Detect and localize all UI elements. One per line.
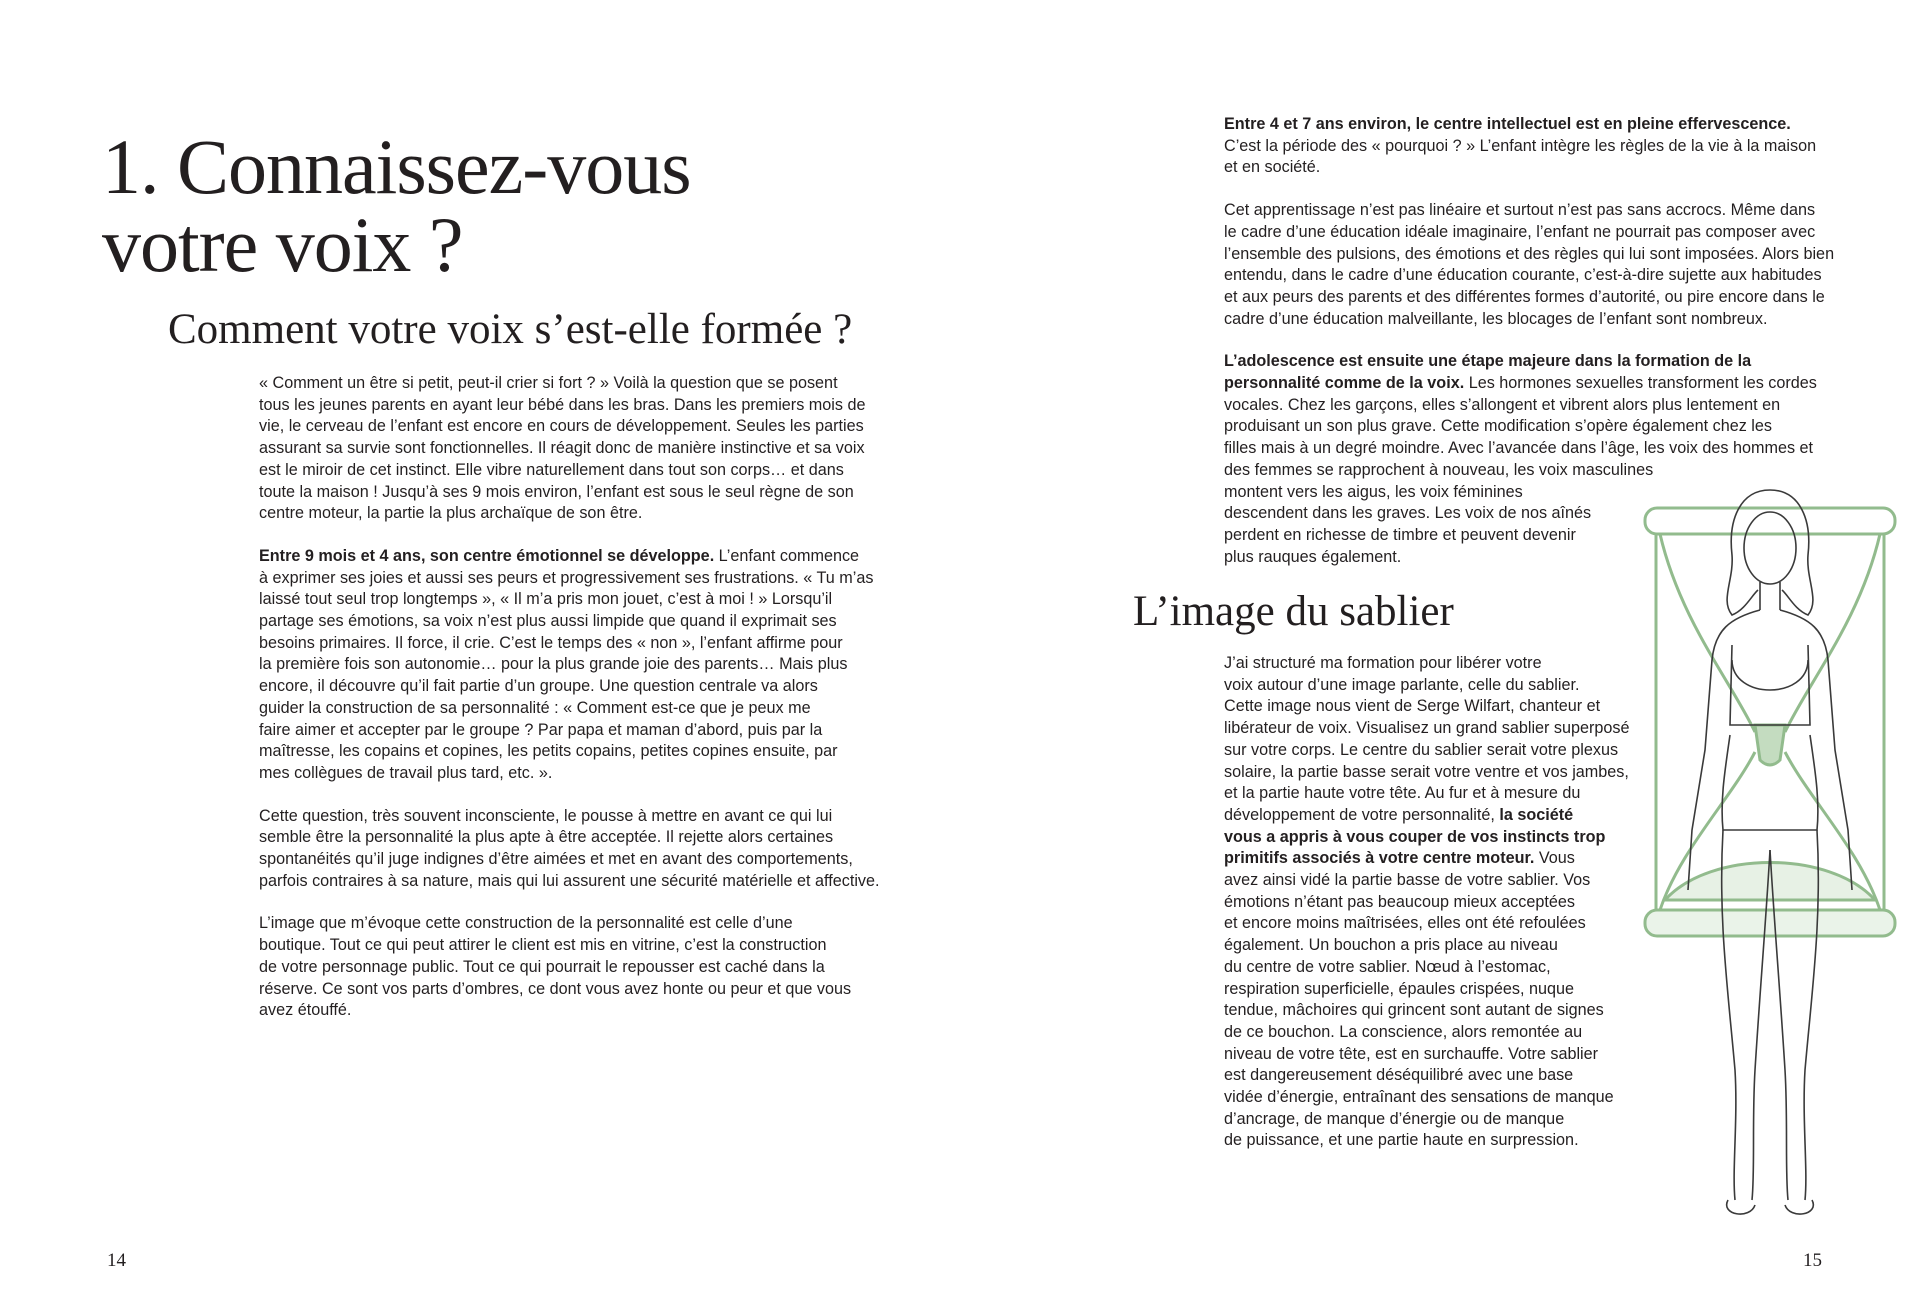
body-column <box>259 373 880 1043</box>
chapter-title-line: 1. Connaissez-vous <box>102 123 691 210</box>
emphasis: Entre 4 et 7 ans environ, le centre intellectuel est en pleine effervescence. <box>1224 115 1791 133</box>
text-line: réserve. Ce sont vos parts d’ombres, ce dont vous avez honte ou peur et que vous <box>259 979 852 998</box>
text-line: parfois contraires à sa nature, mais qui lui assurent une sécurité matérielle et affective. <box>259 871 880 890</box>
hourglass-overlay <box>1645 508 1895 936</box>
text-line: la première fois son autonomie… pour la plus grande joie des parents… Mais plus <box>259 655 848 674</box>
text-line: montent vers les aigus, les voix féminines <box>1224 482 1523 501</box>
text-line <box>259 546 869 568</box>
text-line: avez ainsi vidé la partie basse de votre sablier. Vos <box>1224 871 1591 890</box>
section-title: Comment votre voix s’est-elle formée ? <box>168 306 853 353</box>
text-line: et aux peurs des parents et des différentes formes d’autorité, ou pire encore dans le <box>1224 287 1825 306</box>
text-line: descendent dans les graves. Les voix de nos aînés <box>1224 504 1592 523</box>
text-line: de puissance, et une partie haute en surpression. <box>1224 1131 1579 1150</box>
text-line: également. Un bouchon a pris place au niveau <box>1224 936 1558 955</box>
text-line: produisant un son plus grave. Cette modification s’opère également chez les <box>1224 417 1772 436</box>
text-line: laissé tout seul trop longtemps », « Il m’a pris mon jouet, c’est à moi ! » Lorsqu’il <box>259 590 833 609</box>
emphasis: Entre 9 mois et 4 ans, son centre émotionnel se développe. <box>259 546 715 565</box>
text-run: développement de votre personnalité, <box>1224 805 1500 824</box>
paragraph <box>259 373 869 525</box>
text-line: toute la maison ! Jusqu’à ses 9 mois environ, l’enfant est sous le seul règne de son <box>259 482 854 501</box>
paragraph <box>1224 200 1835 330</box>
text-line: avez étouffé. <box>259 1001 352 1020</box>
text-line: est le miroir de cet instinct. Elle vibre naturellement dans tout son corps… et dans <box>259 460 844 479</box>
text-line: besoins primaires. Il force, il crie. C’est le temps des « non », l’enfant affirme pour <box>259 633 843 652</box>
text-line: maîtresse, les copains et copines, les petits copains, petites copines ensuite, par <box>259 742 838 761</box>
paragraph <box>259 913 869 1022</box>
text-line <box>1224 848 1644 870</box>
chapter-title <box>102 123 802 288</box>
text-line: boutique. Tout ce qui peut attirer le client est mis en vitrine, c’est la construction <box>259 936 827 955</box>
text-line: solaire, la partie basse serait votre ventre et vos jambes, <box>1224 762 1629 781</box>
text-line: voix autour d’une image parlante, celle du sablier. <box>1224 675 1580 694</box>
body-column <box>1224 653 1644 1173</box>
text-line: tendue, mâchoires qui grincent sont autant de signes <box>1224 1001 1604 1020</box>
text-line: respiration superficielle, épaules crispées, nuque <box>1224 979 1575 998</box>
paragraph <box>1224 114 1828 179</box>
emphasis: vous a appris à vous couper de vos instincts trop <box>1224 827 1606 846</box>
paragraph <box>1224 653 1644 1152</box>
text-line: et encore moins maîtrisées, elles ont été refoulées <box>1224 914 1586 933</box>
text-line <box>1224 805 1644 827</box>
text-line: centre moteur, la partie la plus archaïque de son être. <box>259 504 643 523</box>
text-line: du centre de votre sablier. Nœud à l’estomac, <box>1224 957 1551 976</box>
chapter-title-line: votre voix ? <box>102 201 463 288</box>
text-run: Les hormones sexuelles transforment les cordes <box>1464 374 1817 393</box>
text-line: L’image que m’évoque cette construction de la personnalité est celle d’une <box>259 914 793 933</box>
text-line: l’ensemble des pulsions, des émotions et des règles qui lui sont imposées. Alors bien <box>1224 244 1835 263</box>
text-line: partage ses émotions, sa voix n’est plus aussi limpide que quand il exprimait ses <box>259 612 837 631</box>
text-run: L’enfant commence <box>714 546 860 565</box>
text-line: perdent en richesse de timbre et peuvent devenir <box>1224 525 1576 544</box>
text-line <box>1224 827 1644 849</box>
text-line: spontanéités qu’il juge indignes d’être aimées et met en avant des comportements, <box>259 850 853 869</box>
text-line: filles mais à un degré moindre. Avec l’avancée dans l’âge, les voix des hommes et <box>1224 439 1814 458</box>
text-line: Cette image nous vient de Serge Wilfart, chanteur et <box>1224 697 1601 716</box>
text-line: et en société. <box>1224 158 1321 177</box>
text-line: plus rauques également. <box>1224 547 1402 566</box>
text-line: vidée d’énergie, entraînant des sensations de manque <box>1224 1088 1614 1107</box>
page-number: 15 <box>1803 1250 1822 1271</box>
text-line: entendu, dans le cadre d’une éducation courante, c’est-à-dire sujette aux habitudes <box>1224 266 1822 285</box>
text-run: Vous <box>1534 849 1575 868</box>
text-line: « Comment un être si petit, peut-il crier si fort ? » Voilà la question que se posent <box>259 374 838 392</box>
text-line: vocales. Chez les garçons, elles s’allongent et vibrent alors plus lentement en <box>1224 395 1781 414</box>
text-line: le cadre d’une éducation idéale imaginaire, l’enfant ne pourrait pas composer avec <box>1224 222 1816 241</box>
text-line: encore, il découvre qu’il fait partie d’un groupe. Une question centrale va alors <box>259 677 818 696</box>
text-line: faire aimer et accepter par le groupe ? Par papa et maman d’abord, puis par la <box>259 720 823 739</box>
paragraph <box>259 806 880 893</box>
text-line: guider la construction de sa personnalité : « Comment est-ce que je peux me <box>259 698 811 717</box>
text-line: Cet apprentissage n’est pas linéaire et surtout n’est pas sans accrocs. Même dans <box>1224 201 1816 220</box>
emphasis: L’adolescence est ensuite une étape majeure dans la formation de la <box>1224 352 1752 371</box>
text-line: tous les jeunes parents en ayant leur bébé dans les bras. Dans les premiers mois de <box>259 395 866 414</box>
text-line: et la partie haute votre tête. Au fur et à mesure du <box>1224 784 1581 803</box>
text-line: J’ai structuré ma formation pour libérer votre <box>1224 654 1542 672</box>
page-number: 14 <box>107 1250 126 1271</box>
text-line: émotions n’étant pas beaucoup mieux acceptées <box>1224 892 1575 911</box>
emphasis: la société <box>1499 805 1574 824</box>
text-line: Cette question, très souvent inconsciente, le pousse à mettre en avant ce qui lui <box>259 806 833 825</box>
emphasis: primitifs associés à votre centre moteur. <box>1224 849 1535 868</box>
text-line: mes collègues de travail plus tard, etc. ». <box>259 763 553 782</box>
text-line: C’est la période des « pourquoi ? » L’enfant intègre les règles de la vie à la maison <box>1224 136 1817 155</box>
text-line: d’ancrage, de manque d’énergie ou de manque <box>1224 1109 1565 1128</box>
text-line: cadre d’une éducation malveillante, les blocages de l’enfant sont nombreux. <box>1224 309 1768 328</box>
emphasis: personnalité comme de la voix. <box>1224 374 1465 393</box>
text-line: est dangereusement déséquilibré avec une base <box>1224 1066 1574 1085</box>
text-line: libérateur de voix. Visualisez un grand sablier superposé <box>1224 719 1630 738</box>
text-line: de votre personnage public. Tout ce qui pourrait le repousser est caché dans la <box>259 957 825 976</box>
text-line <box>1224 114 1828 136</box>
text-line <box>1224 351 1828 373</box>
text-line: vie, le cerveau de l’enfant est encore en cours de développement. Seules les parties <box>259 417 864 436</box>
text-line: de ce bouchon. La conscience, alors remontée au <box>1224 1022 1583 1041</box>
text-line <box>1224 373 1828 395</box>
hourglass-woman-illustration <box>1620 470 1920 1230</box>
text-line: des femmes se rapprochent à nouveau, les voix masculines <box>1224 460 1654 479</box>
paragraph <box>259 546 874 785</box>
text-line: sur votre corps. Le centre du sablier serait votre plexus <box>1224 740 1619 759</box>
text-line: niveau de votre tête, est en surchauffe. Votre sablier <box>1224 1044 1599 1063</box>
text-line: semble être la personnalité la plus apte à être acceptée. Il rejette alors certaines <box>259 828 834 847</box>
text-line: assurant sa survie sont fonctionnelles. Il réagit donc de manière instinctive et sa voix <box>259 439 865 458</box>
section-title: L’image du sablier <box>1133 588 1454 635</box>
woman-figure <box>1688 490 1852 1214</box>
text-line: à exprimer ses joies et aussi ses peurs et progressivement ses frustrations. « Tu m’as <box>259 568 874 587</box>
